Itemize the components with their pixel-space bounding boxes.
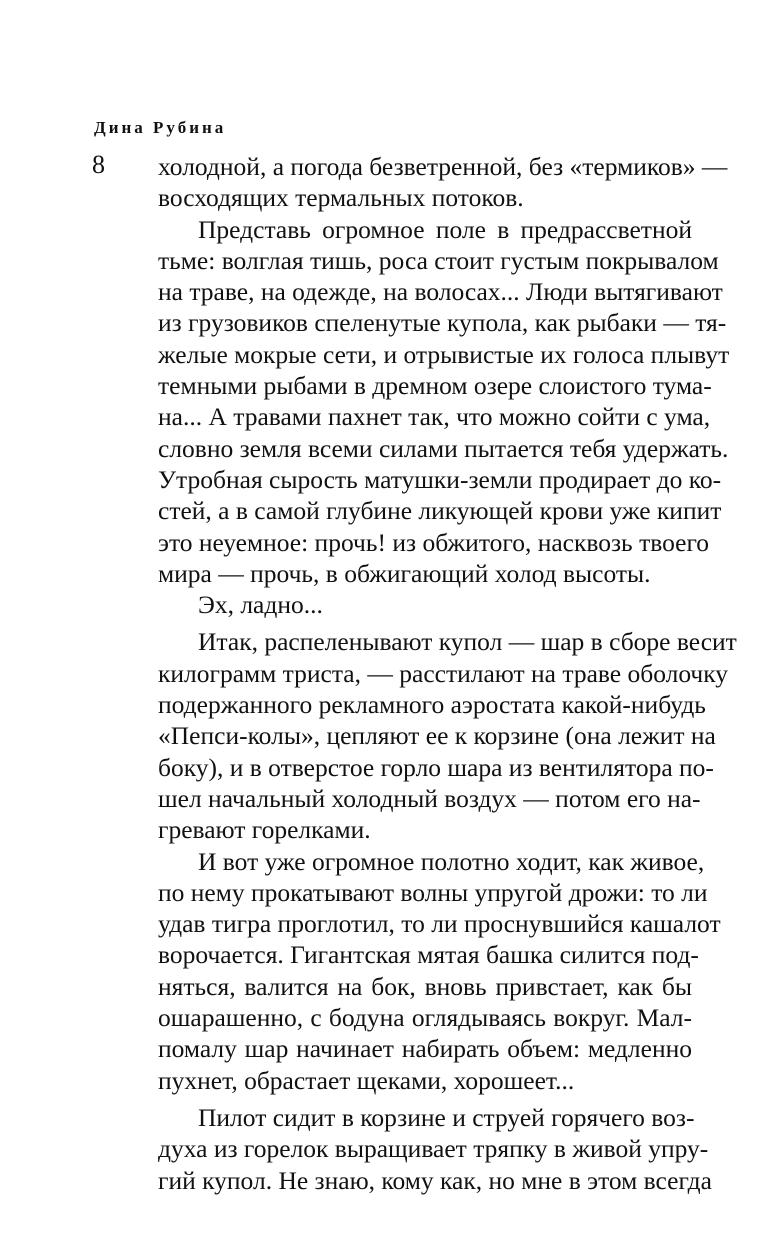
paragraph — [158, 1102, 712, 1196]
text-line: ошарашенно, с бодуна оглядываясь вокруг. Мал- — [158, 1003, 692, 1033]
text-line: помалу шар начинает набирать объем: медленно — [158, 1034, 692, 1064]
text-line: Утробная сырость матушки-земли продирает до ко- — [158, 464, 722, 494]
text-line: Эх, ладно... — [198, 590, 323, 620]
text-line: духа из горелок выращивает тряпку в живой упру- — [158, 1134, 709, 1164]
paragraph — [158, 151, 728, 214]
text-line: на траве, на одежде, на волосах... Люди вытягивают — [158, 277, 723, 307]
running-head-author: Дина Рубина — [94, 118, 227, 137]
text-line: няться, валится на бок, вновь привстает, как бы — [158, 971, 692, 1001]
text-line: гий купол. Не знаю, кому как, но мне в этом всегда — [158, 1165, 712, 1195]
text-line: гревают горелками. — [158, 815, 371, 845]
text-line: шел начальный холодный воздух — потом его на- — [158, 783, 701, 813]
text-line: это неуемное: прочь! из обжитого, насквозь твоего — [158, 527, 710, 557]
text-line: Итак, распеленывают купол — шар в сборе весит — [198, 627, 737, 657]
text-line: по нему прокатывают волны упругой дрожи: то ли — [158, 877, 708, 907]
text-line: восходящих термальных потоков. — [158, 183, 524, 213]
text-line: холодной, а погода безветренной, без «термиков» — — [158, 152, 728, 181]
text-line: «Пепси-колы», цепляют ее к корзине (она лежит на — [158, 721, 716, 751]
text-line: желые мокрые сети, и отрывистые их голоса плывут — [158, 339, 730, 369]
text-line: подержанного рекламного аэростата какой-нибудь — [158, 690, 706, 720]
text-line: стей, а в самой глубине ликующей крови уже кипит — [158, 496, 722, 526]
text-line: словно земля всеми силами пытается тебя удержать. — [158, 433, 729, 463]
paragraph — [158, 846, 721, 1096]
paragraph — [158, 626, 737, 845]
text-line: килограмм триста, — расстилают на траве оболочку — [158, 658, 729, 688]
text-line: ворочается. Гигантская мятая башка силится под- — [158, 940, 699, 970]
text-line: И вот уже огромное полотно ходит, как живое, — [198, 846, 705, 876]
paragraph — [158, 589, 692, 620]
text-line: мира — прочь, в обжигающий холод высоты. — [158, 558, 651, 588]
paragraph — [158, 214, 730, 590]
text-line: боку), и в отверстое горло шара из вентилятора по- — [158, 752, 714, 782]
text-line: темными рыбами в дремном озере слоистого тума- — [158, 371, 712, 401]
text-line: удав тигра проглотил, то ли проснувшийся кашалот — [158, 909, 721, 939]
text-line: тьме: волглая тишь, роса стоит густым покрывалом — [158, 245, 719, 275]
text-line: Представь огромное поле в предрассветной — [198, 214, 692, 244]
text-line: из грузовиков спеленутые купола, как рыбаки — тя- — [158, 308, 727, 338]
page-number: 8 — [92, 150, 105, 179]
text-line: Пилот сидит в корзине и струей горячего воз- — [198, 1102, 695, 1132]
body-text — [158, 151, 737, 1196]
text-line: пухнет, обрастает щеками, хорошеет... — [158, 1065, 575, 1095]
text-line: на... А травами пахнет так, что можно сойти с ума, — [158, 402, 711, 432]
